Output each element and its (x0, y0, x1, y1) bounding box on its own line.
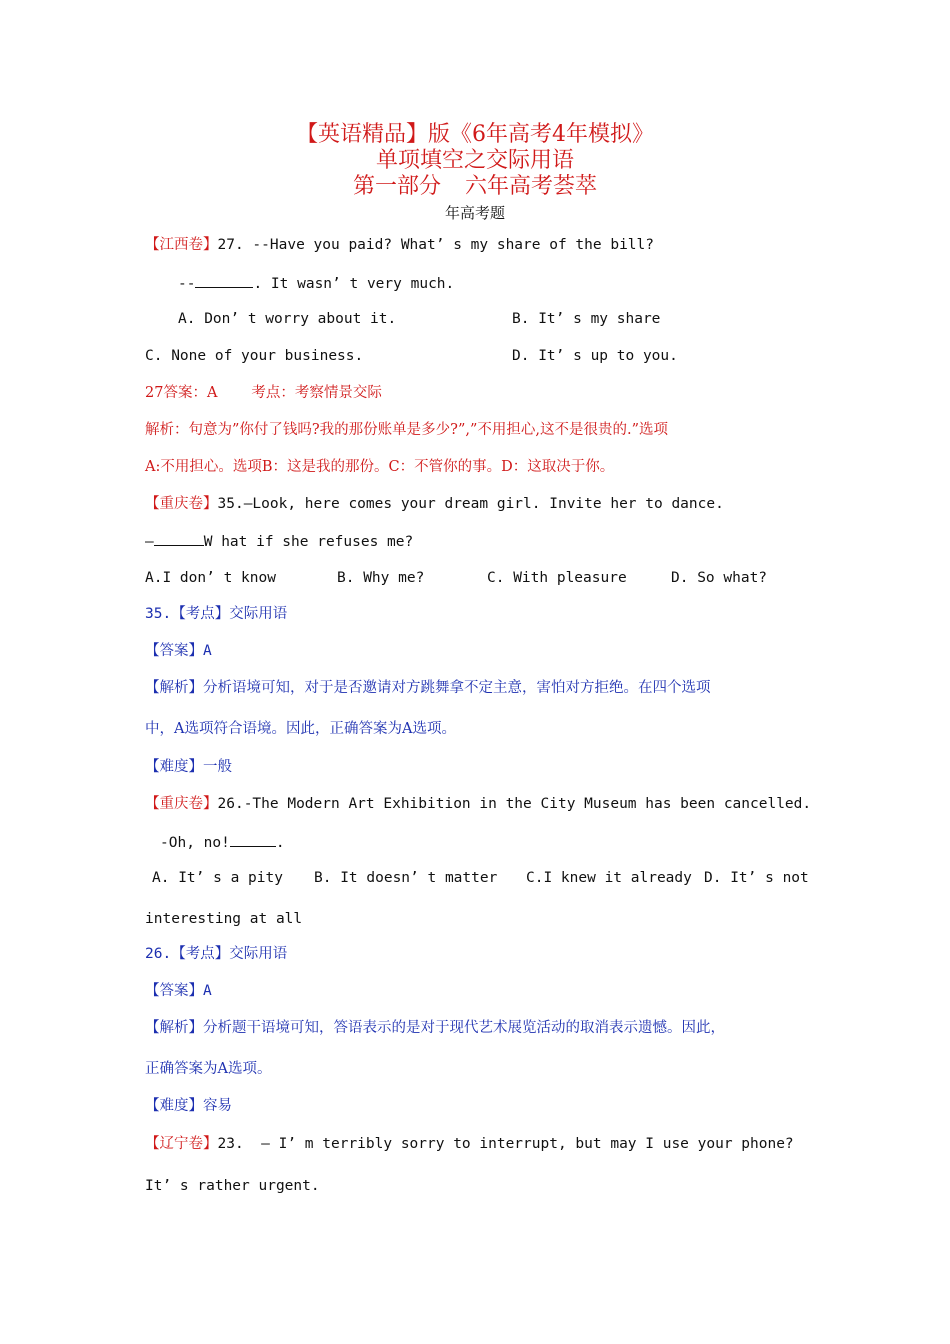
q27-option-d: D. It’ s up to you. (512, 348, 678, 364)
q26-answer-line (145, 981, 212, 1001)
q26-analysis-text: 分析题干语境可知，答语表示的是对于现代艺术展览活动的取消表示遗憾。因此， (203, 1020, 725, 1036)
part-title (0, 174, 950, 200)
q35-kaodian-tag: 【考点】 (171, 606, 230, 622)
q26-stem-line (145, 794, 811, 814)
q35-analysis-2: 中，A选项符合语境。因此，正确答案为A选项。 (145, 721, 456, 737)
q27-option-a: A. Don’ t worry about it. (178, 311, 397, 327)
q35-analysis-1 (145, 678, 711, 698)
q35-option-c: C. With pleasure (487, 570, 627, 586)
q35-source-tag: 【重庆卷】 (145, 496, 218, 512)
q35-stem-line (145, 494, 724, 514)
q27-option-b: B. It’ s my share (512, 311, 661, 327)
q26-option-a: A. It’ s a pity (152, 870, 283, 886)
q35-kaodian-number: 35. (145, 606, 172, 622)
q26-analysis-1 (145, 1018, 725, 1038)
q23-stem-cont: It’ s rather urgent. (145, 1178, 320, 1194)
q23-stem: 23. — I’ m terribly sorry to interrupt, but may I use your phone? (217, 1136, 794, 1152)
q26-kaodian-number: 26. (145, 946, 172, 962)
q27-stem-line (145, 235, 654, 255)
q26-difficulty-tag: 【难度】 (145, 1098, 203, 1114)
q27-blank (195, 273, 253, 288)
q23-stem-line (145, 1134, 794, 1154)
q35-answer-line (145, 641, 212, 661)
q35-difficulty-line (145, 757, 232, 777)
q35-response-text: W hat if she refuses me? (203, 534, 414, 550)
q35-option-a: A.I don’ t know (145, 570, 276, 586)
q26-source-tag: 【重庆卷】 (145, 796, 218, 812)
q26-stem: 26.-The Modern Art Exhibition in the City Museum has been cancelled. (217, 796, 812, 812)
q23-source-tag: 【辽宁卷】 (145, 1136, 218, 1152)
q27-answer-line (145, 383, 382, 403)
q27-response-text: . It wasn’ t very much. (253, 276, 455, 292)
q35-analysis-text: 分析语境可知，对于是否邀请对方跳舞拿不定主意，害怕对方拒绝。在四个选项 (203, 680, 711, 696)
q26-response-line (160, 832, 285, 853)
q35-answer: A (203, 643, 212, 659)
q27-kaodian: 考点：考察情景交际 (251, 385, 382, 401)
q26-analysis-2: 正确答案为A选项。 (145, 1061, 272, 1077)
part-label: 第一部分 (352, 174, 441, 199)
q26-kaodian-tag: 【考点】 (171, 946, 230, 962)
q27-response-line (178, 273, 454, 294)
q27-analysis-1: 解析：句意为”你付了钱吗?我的那份账单是多少?”,”不用担心,这不是很贵的.”选项 (145, 422, 669, 438)
q26-kaodian: 交际用语 (229, 946, 288, 962)
section-title: 单项填空之交际用语 (375, 148, 574, 173)
q26-option-d-cont: interesting at all (145, 911, 303, 927)
q26-difficulty: 容易 (203, 1098, 232, 1114)
q27-response-prefix: -- (178, 276, 196, 292)
q26-analysis-tag: 【解析】 (145, 1020, 203, 1036)
q35-stem: 35.—Look, here comes your dream girl. Invite her to dance. (217, 496, 724, 512)
q35-answer-tag: 【答案】 (145, 643, 203, 659)
q26-kaodian-line (145, 944, 287, 964)
q35-kaodian: 交际用语 (229, 606, 288, 622)
q27-analysis-2: A:不用担心。选项B：这是我的那份。C：不管你的事。D：这取决于你。 (145, 459, 615, 475)
q26-difficulty-line (145, 1096, 232, 1116)
q26-option-c: C.I knew it already (526, 870, 692, 886)
q27-answer: 27答案：A (145, 385, 218, 401)
part-name: 六年高考荟萃 (465, 174, 598, 199)
title-block (0, 122, 950, 224)
q35-difficulty: 一般 (203, 759, 232, 775)
q35-blank (154, 531, 204, 546)
q26-blank (230, 832, 276, 847)
q26-response-prefix: -Oh, no! (160, 835, 230, 851)
q27-stem: 27. --Have you paid? What’ s my share of the bill? (217, 237, 654, 253)
q35-kaodian-line (145, 604, 287, 624)
q26-answer-tag: 【答案】 (145, 983, 203, 999)
q27-option-c: C. None of your business. (145, 348, 364, 364)
q35-option-d: D. So what? (671, 570, 768, 586)
q35-response-prefix: — (145, 534, 154, 550)
q35-difficulty-tag: 【难度】 (145, 759, 203, 775)
year-subtitle: 年高考题 (444, 204, 505, 222)
q26-answer: A (203, 983, 212, 999)
q27-source-tag: 【江西卷】 (145, 237, 218, 253)
q35-analysis-tag: 【解析】 (145, 680, 203, 696)
q35-response-line (145, 531, 413, 552)
q26-option-b: B. It doesn’ t matter (314, 870, 498, 886)
document-title: 【英语精品】版《6年高考4年模拟》 (296, 122, 654, 147)
q35-option-b: B. Why me? (337, 570, 425, 586)
q26-response-text: . (275, 835, 285, 851)
q26-option-d: D. It’ s not (704, 870, 809, 886)
